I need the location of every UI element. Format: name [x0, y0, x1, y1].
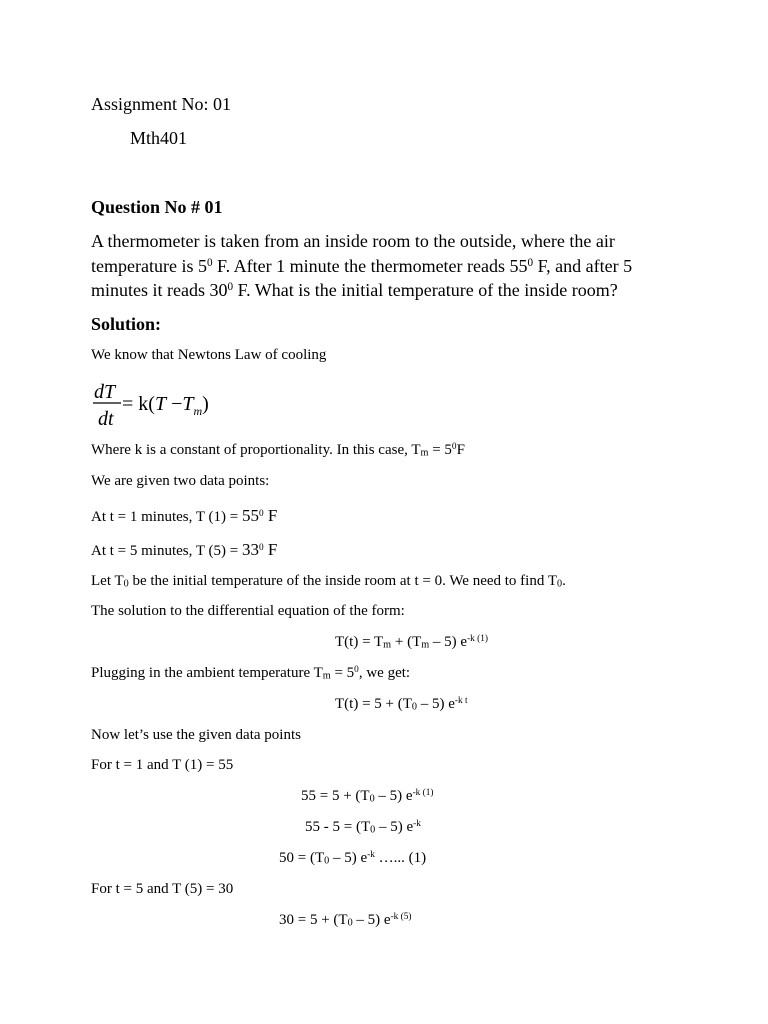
equation-general: $T(t) = T_m + (T_m - 5)$ $e^{-k (1)}$	[335, 633, 488, 651]
data-point-2: At t = 5 minutes, T $(5) = 33^0$ F	[91, 540, 278, 559]
data-point-1: At t = 1 minutes, T $(1) = 55^0$ F	[91, 506, 278, 525]
equation-case1-b: $55 - 5 = (T_0 - 5)$ $e^{-k}$	[305, 818, 421, 836]
plugging-line: Plugging in the ambient temperature $T_m = 5^0$, we get:	[91, 664, 411, 682]
case-2-line: For t = 5 and T (5) = 30	[91, 881, 234, 897]
constant-line: Where k is a constant of proportionality. In this case, $T_m = 5^0F$	[91, 441, 465, 459]
question-heading: Question No # 01	[91, 197, 223, 217]
formula-rhs: = $k(T -T_m)$	[122, 393, 209, 418]
formula-denominator: dt	[98, 408, 114, 430]
newton-law-intro: We know that Newtons Law of cooling	[91, 347, 327, 363]
course-code: Mth401	[130, 128, 188, 148]
use-points-line: Now let’s use the given data points	[91, 727, 301, 743]
given-data-line: We are given two data points:	[91, 473, 270, 489]
equation-case1-a: $55 = 5 + (T_0 - 5)$ $e^{-k (1)}$	[301, 787, 434, 805]
formula-numerator: dT	[94, 381, 116, 403]
assignment-title: Assignment No: 01	[91, 94, 232, 114]
equation-case2-a: $30 = 5 + (T_0 - 5)$ $e^{-k (5)}$	[279, 911, 412, 929]
newton-cooling-formula	[91, 378, 231, 430]
solution-form-line: The solution to the differential equation of the form:	[91, 603, 405, 619]
case-1-line: For t = 1 and T (1) = 55	[91, 757, 234, 773]
let-t0-line: Let $T_0$ be the initial temperature of the inside room at t = 0. We need to find $T_0$.	[91, 573, 566, 590]
solution-heading: Solution:	[91, 314, 162, 334]
equation-case1-c: $50 = (T_0 - 5)$ $e^{-k}$ …... (1)	[279, 849, 427, 867]
equation-substituted: $T(t) = 5 + (T_0 - 5)$ $e^{-k t}$	[335, 695, 468, 713]
question-text: A thermometer is taken from an inside room to the outside, where the air temperature is $5^0$ F. After 1 minute the thermometer reads $55^0$ F, and after 5 minutes it reads $30^0$ F. What is the initial temperature of the inside room?	[91, 231, 633, 300]
